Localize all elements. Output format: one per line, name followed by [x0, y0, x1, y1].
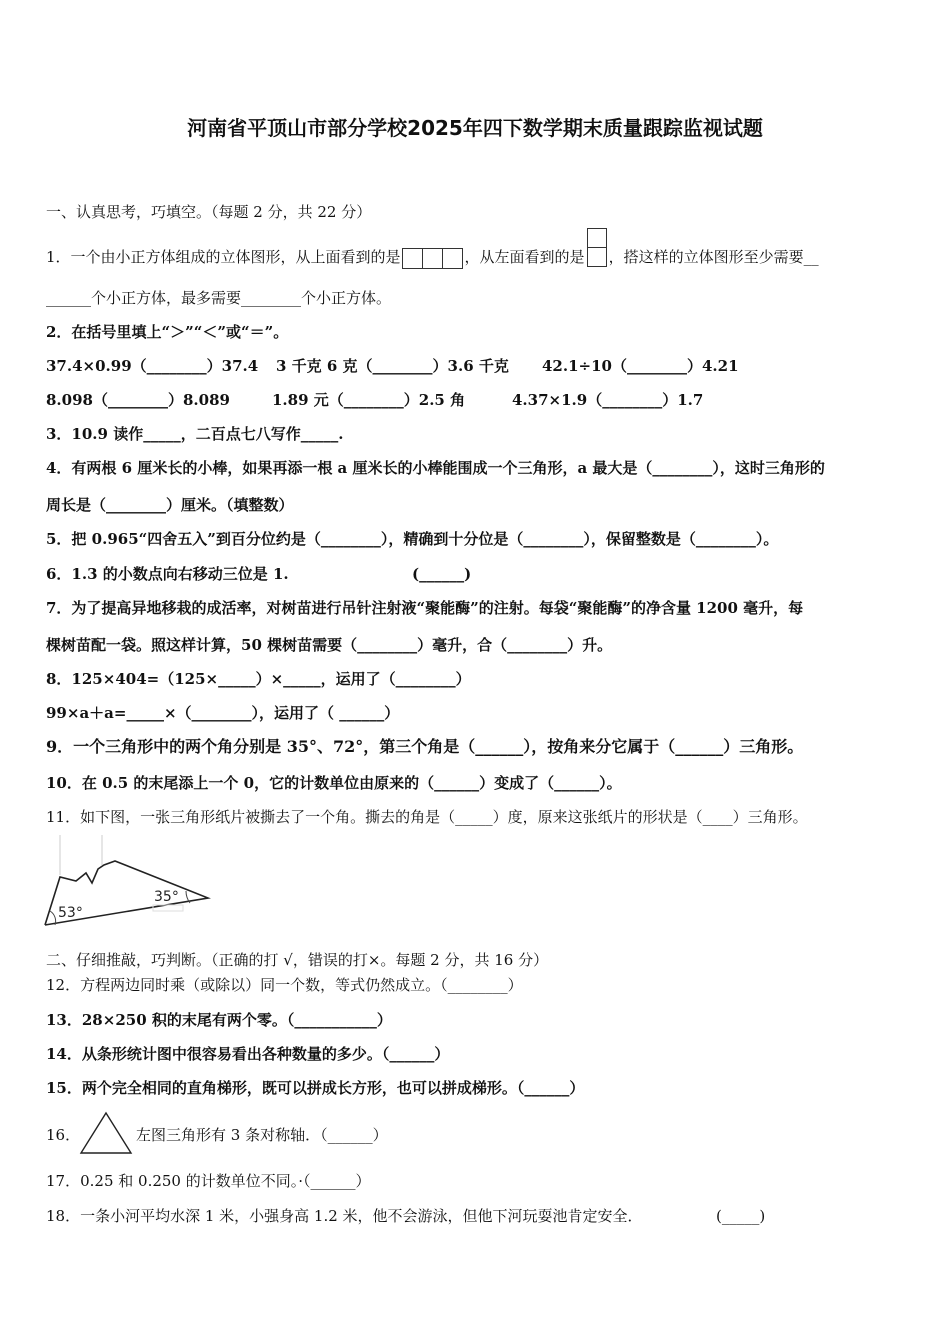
question-6 — [46, 563, 472, 585]
equilateral-triangle — [81, 1113, 131, 1153]
question-18 — [46, 1205, 766, 1227]
q6-text: 6．1.3 的小数点向右移动三位是 1. — [46, 565, 289, 583]
question-1 — [46, 239, 819, 277]
q4-line2: 周长是（________）厘米。（填整数） — [46, 496, 294, 514]
triangle-figure — [78, 1110, 134, 1156]
q16-number: 16． — [46, 1126, 81, 1144]
question-3: 3．10.9 读作_____，二百点七八写作_____. — [46, 425, 344, 443]
section2-heading: 二、仔细推敲，巧判断。（正确的打 √，错误的打×。每题 2 分，共 16 分） — [46, 951, 549, 969]
angle-label-left: 53° — [58, 905, 83, 921]
question-15: 15．两个完全相同的直角梯形，既可以拼成长方形，也可以拼成梯形。（______） — [46, 1079, 585, 1097]
q2-row2-item: 4.37×1.9（________）1.7 — [512, 391, 704, 409]
q18-blank: (_____) — [716, 1207, 766, 1225]
q6-blank: (______) — [412, 565, 472, 583]
q7-line1: 7．为了提高异地移栽的成活率，对树苗进行吊针注射液“聚能酶”的注射。每袋“聚能酶”的净含量 1200 毫升，每 — [46, 599, 804, 617]
question-5: 5．把 0.965“四舍五入”到百分位约是（________），精确到十分位是（________），保留整数是（________）。 — [46, 530, 779, 548]
top-view-figure — [403, 248, 463, 269]
q7-line2: 棵树苗配一袋。照这样计算，50 棵树苗需要（________）毫升，合（________）升。 — [46, 636, 613, 654]
page-title: 河南省平顶山市部分学校2025年四下数学期末质量跟踪监视试题 — [187, 116, 763, 140]
angle-label-right: 35° — [154, 889, 179, 905]
q16-text: 左图三角形有 3 条对称轴．（______） — [136, 1126, 388, 1144]
q4-line1: 4．有两根 6 厘米长的小棒，如果再添一根 a 厘米长的小棒能围成一个三角形，a 最大是（________），这时三角形的 — [46, 459, 825, 477]
q2-row1-item: 3 千克 6 克（________）3.6 千克 — [276, 357, 509, 375]
left-view-figure — [587, 229, 607, 267]
q2-row2-item: 1.89 元（________）2.5 角 — [272, 391, 466, 409]
question-13: 13．28×250 积的末尾有两个零。（___________） — [46, 1011, 392, 1029]
question-11: 11．如下图，一张三角形纸片被撕去了一个角。撕去的角是（_____）度，原来这张纸片的形状是（____）三角形。 — [46, 808, 808, 826]
q2-row1-item: 42.1÷10（________）4.21 — [542, 357, 739, 375]
question-10: 10．在 0.5 的末尾添上一个 0，它的计数单位由原来的（______）变成了（______）。 — [46, 774, 622, 792]
section1-heading: 一、认真思考，巧填空。（每题 2 分，共 22 分） — [46, 203, 372, 221]
q8-line1: 8．125×404=（125×_____）×_____，运用了（________） — [46, 670, 471, 688]
question-17: 17．0.25 和 0.250 的计数单位不同。·（______） — [46, 1172, 371, 1190]
q1-part1: 1．一个由小正方体组成的立体图形，从上面看到的是 — [46, 248, 401, 266]
q1-part2: ，从左面看到的是 — [464, 248, 585, 266]
q2-row1-item: 37.4×0.99（________）37.4 — [46, 357, 259, 375]
question-14: 14．从条形统计图中很容易看出各种数量的多少。（______） — [46, 1045, 450, 1063]
question-9: 9．一个三角形中的两个角分别是 35°、72°，第三个角是（______），按角来分它属于（______）三角形。 — [46, 737, 804, 756]
q1-line2: ______个小正方体，最多需要________个小正方体。 — [46, 289, 392, 307]
torn-triangle-figure — [40, 835, 220, 935]
q2-stem: 2．在括号里填上“＞”“＜”或“＝”。 — [46, 323, 289, 341]
q18-text: 18．一条小河平均水深 1 米，小强身高 1.2 米，他不会游泳，但他下河玩耍池肯定安全． — [46, 1207, 643, 1225]
question-16 — [46, 1124, 80, 1146]
q1-part3: ，搭这样的立体图形至少需要__ — [608, 248, 819, 266]
q8-line2: 99×a＋a=_____×（________），运用了（ ______） — [46, 704, 400, 722]
q2-row2-item: 8.098（________）8.089 — [46, 391, 230, 409]
question-12: 12．方程两边同时乘（或除以）同一个数，等式仍然成立。（________） — [46, 976, 523, 994]
